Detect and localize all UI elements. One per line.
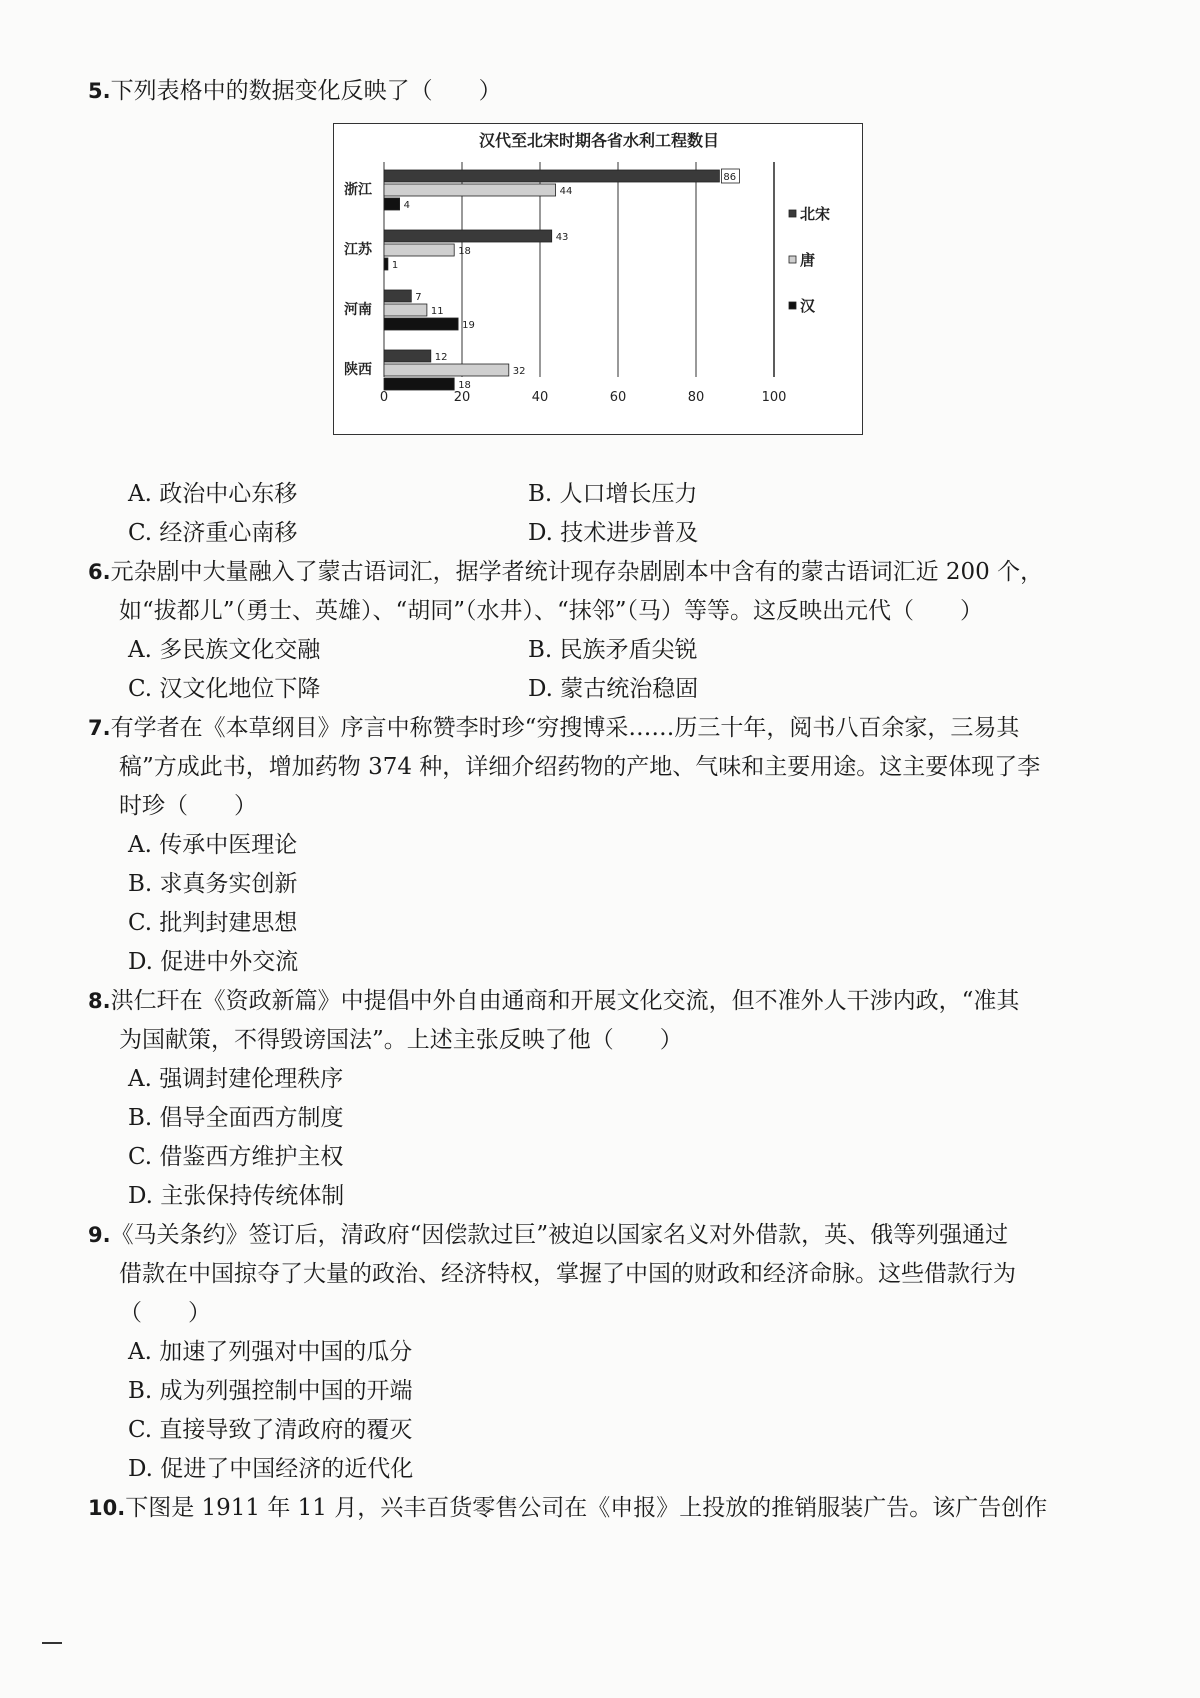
question-5 [88,72,1108,111]
bar [384,170,719,182]
question-text-line: （ ） [119,1300,211,1326]
legend-entry: 唐 [800,251,816,269]
data-label: 1 [391,260,399,271]
option-d[interactable]: D. 技术进步普及 [528,520,699,546]
question-text-line: 时珍（ ） [119,793,257,819]
question-text-line: 元杂剧中大量融入了蒙古语词汇，据学者统计现存杂剧剧本中含有的蒙古语词汇近 200 个， [110,559,1044,585]
option-b[interactable]: B. 倡导全面西方制度 [128,1105,344,1131]
question-number: 10. [88,1496,126,1520]
bar [384,198,400,210]
option-d[interactable]: D. 促进中外交流 [128,949,299,975]
option-c[interactable]: C. 借鉴西方维护主权 [128,1144,344,1170]
question-text-line: 借款在中国掠夺了大量的政治、经济特权，掌握了中国的财政和经济命脉。这些借款行为 [119,1261,1016,1287]
option-c[interactable]: C. 直接导致了清政府的覆灭 [128,1417,413,1443]
question-text-line: 洪仁玕在《资政新篇》中提倡中外自由通商和开展文化交流，但不准外人干涉内政，“准其 [110,988,1020,1014]
chart-title: 汉代至北宋时期各省水利工程数目 [478,131,720,150]
category-label: 江苏 [344,242,372,258]
question-6-stem [88,553,1108,631]
question-8-stem [88,982,1108,1060]
option-d[interactable]: D. 促进了中国经济的近代化 [128,1456,414,1482]
question-10-stem [88,1489,1108,1528]
category-label: 浙江 [344,182,372,198]
option-a[interactable]: A. 传承中医理论 [128,832,298,858]
question-number: 7. [88,716,111,740]
data-label: 18 [458,380,471,391]
x-tick-label: 80 [687,390,705,405]
option-b[interactable]: B. 成为列强控制中国的开端 [128,1378,413,1404]
bar [384,230,552,242]
x-tick-label: 100 [761,390,787,405]
option-c[interactable]: C. 经济重心南移 [128,520,298,546]
data-label: 43 [555,232,569,243]
x-tick-label: 60 [609,390,627,405]
legend-swatch [789,210,796,217]
question-8 [88,982,1108,1216]
data-label: 18 [458,246,471,257]
bar [384,304,427,316]
legend-entry: 北宋 [800,205,831,223]
option-c[interactable]: C. 汉文化地位下降 [128,676,321,702]
option-c[interactable]: C. 批判封建思想 [128,910,298,936]
question-10 [88,1489,1108,1528]
question-text-line: 为国献策，不得毁谤国法”。上述主张反映了他（ ） [119,1027,683,1053]
bar-chart [334,124,864,436]
data-label: 32 [512,366,526,377]
data-label: 12 [434,352,448,363]
question-text-line: 稿”方成此书，增加药物 374 种，详细介绍药物的产地、气味和主要用途。这主要体现了李 [119,754,1041,780]
option-b[interactable]: B. 民族矛盾尖锐 [528,637,698,663]
option-b[interactable]: B. 人口增长压力 [528,481,698,507]
bar [384,364,509,376]
legend-swatch [789,256,796,263]
option-a[interactable]: A. 加速了列强对中国的瓜分 [128,1339,413,1365]
category-label: 河南 [344,302,372,318]
bar-chart-figure [333,123,863,435]
question-number: 5. [88,79,111,103]
question-5-stem [88,72,1108,111]
bar [384,290,411,302]
data-label: 11 [430,306,444,317]
question-number: 8. [88,989,111,1013]
option-a[interactable]: A. 多民族文化交融 [128,637,321,663]
question-text-line: 下图是 1911 年 11 月，兴丰百货零售公司在《申报》上投放的推销服装广告。该广告创作 [125,1495,1048,1521]
question-text-line: 如“拔都儿”（勇士、英雄）、“胡同”（水井）、“抹邻”（马）等等。这反映出元代（ ） [119,598,984,624]
question-number: 6. [88,560,111,584]
data-label: 7 [415,292,422,303]
option-a[interactable]: A. 强调封建伦理秩序 [128,1066,344,1092]
bar [384,184,556,196]
question-number: 9. [88,1223,111,1247]
data-label: 44 [559,186,573,197]
option-d[interactable]: D. 蒙古统治稳固 [528,676,699,702]
x-tick-label: 20 [453,390,471,405]
question-7 [88,709,1108,982]
bar [384,318,458,330]
data-label: 86 [723,172,737,183]
legend-swatch [789,302,796,309]
option-a[interactable]: A. 政治中心东移 [128,481,298,507]
question-text-line: 有学者在《本草纲目》序言中称赞李时珍“穷搜博采……历三十年，阅书八百余家，三易其 [110,715,1020,741]
option-d[interactable]: D. 主张保持传统体制 [128,1183,345,1209]
question-text: 下列表格中的数据变化反映了（ ） [110,78,502,104]
question-9-stem [88,1216,1108,1333]
category-label: 陕西 [344,362,372,378]
x-tick-label: 0 [379,390,389,405]
data-label: 4 [403,200,410,211]
question-6 [88,553,1108,709]
question-7-stem [88,709,1108,826]
bar [384,350,431,362]
x-tick-label: 40 [531,390,549,405]
question-text-line: 《马关条约》签订后，清政府“因偿款过巨”被迫以国家名义对外借款，英、俄等列强通过 [110,1222,1009,1248]
bar [384,378,454,390]
option-b[interactable]: B. 求真务实创新 [128,871,298,897]
bar [384,244,454,256]
legend-entry: 汉 [800,297,816,315]
data-label: 19 [462,320,475,331]
question-5-options [88,475,1108,553]
footer-mark [42,1642,62,1644]
bar [384,258,388,270]
question-9 [88,1216,1108,1489]
